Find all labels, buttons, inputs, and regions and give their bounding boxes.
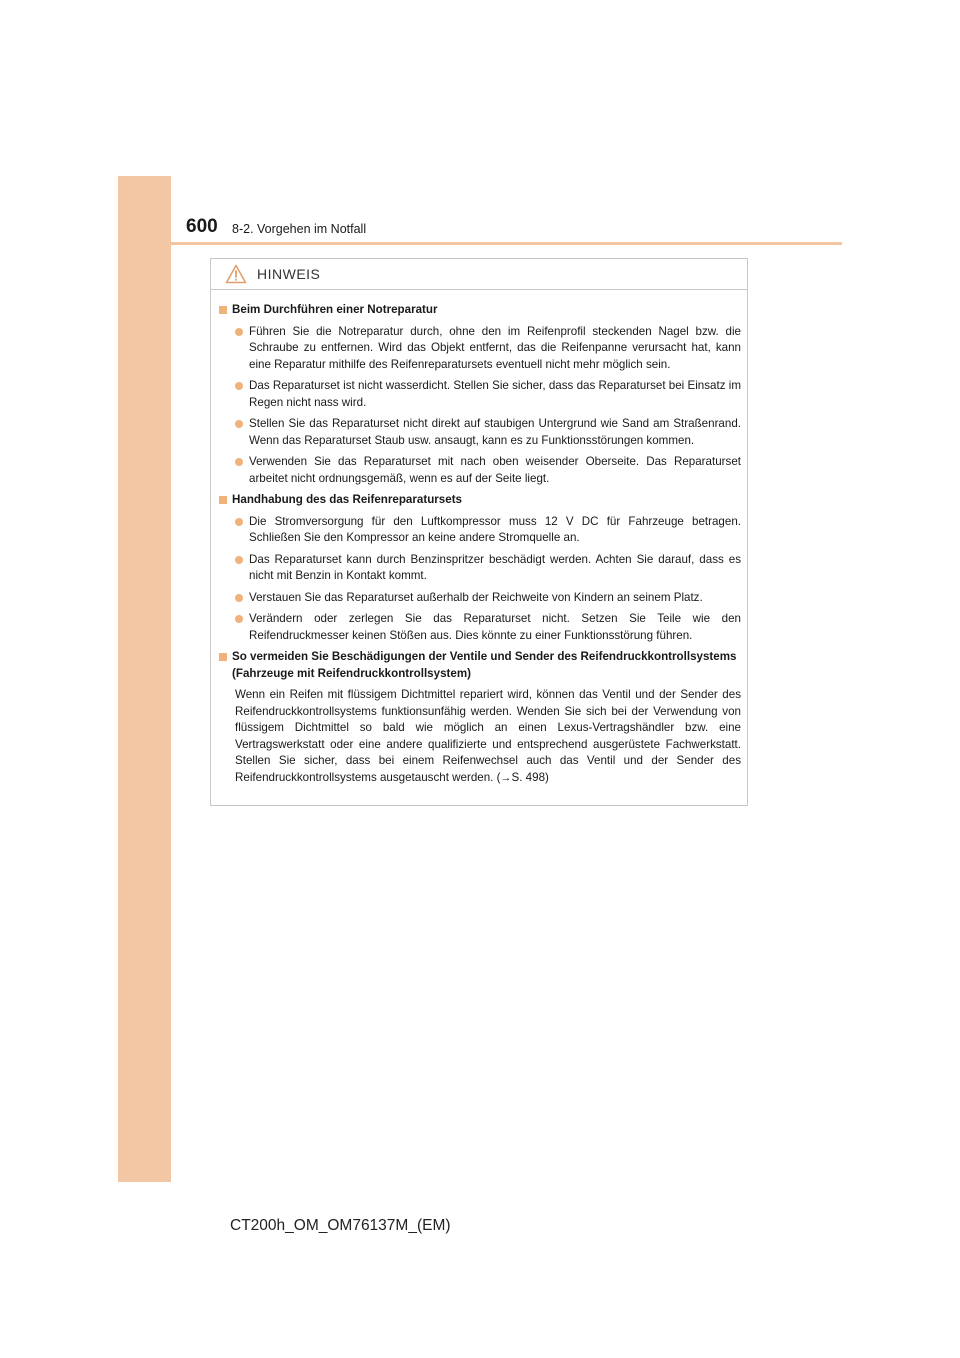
section-heading-text: Beim Durchführen einer Notreparatur <box>232 303 438 316</box>
round-bullet-icon <box>235 518 243 526</box>
notice-body <box>211 290 747 786</box>
list-item <box>235 378 741 411</box>
list-item <box>235 514 741 547</box>
side-color-band <box>118 176 171 1182</box>
page-reference-link[interactable]: S. 498) <box>511 770 549 784</box>
list-item <box>235 324 741 374</box>
round-bullet-icon <box>235 328 243 336</box>
list-item-text: Die Stromversorgung für den Luftkompressor muss 12 V DC für Fahrzeuge betragen. Schließen Sie den Kompressor an keine andere Stromquelle an. <box>249 514 741 544</box>
section-heading <box>219 492 741 509</box>
section-title: 8-2. Vorgehen im Notfall <box>232 222 367 236</box>
square-bullet-icon <box>219 496 227 504</box>
square-bullet-icon <box>219 306 227 314</box>
page-number: 600 <box>186 216 218 237</box>
list-item-text: Verstauen Sie das Reparaturset außerhalb der Reichweite von Kindern an seinem Platz. <box>249 590 703 604</box>
section-paragraph <box>235 687 741 786</box>
list-item <box>235 590 741 607</box>
section-heading-text: Handhabung des das Reifenreparatursets <box>232 493 463 506</box>
warning-triangle-icon <box>225 264 247 284</box>
list-item-text: Das Reparaturset ist nicht wasserdicht. Stellen Sie sicher, dass das Reparaturset bei Einsatz im Regen nicht nass wird. <box>249 379 741 409</box>
list-item-text: Verändern oder zerlegen Sie das Reparaturset nicht. Setzen Sie Teile wie den Reifendruckmesser keinen Stößen aus. Dies könnte zu einer Funktionsstörung führen. <box>249 612 741 642</box>
section-heading <box>219 302 741 319</box>
section-heading-text: So vermeiden Sie Beschädigungen der Ventile und Sender des Reifendruckkontrollsystems (Fahrzeuge mit Reifendruckkontrollsystem) <box>232 650 737 680</box>
list-item-text: Das Reparaturset kann durch Benzinspritzer beschädigt werden. Achten Sie darauf, dass es nicht mit Benzin in Kontakt kommt. <box>249 552 741 582</box>
round-bullet-icon <box>235 458 243 466</box>
document-code: CT200h_OM_OM76137M_(EM) <box>230 1217 451 1234</box>
round-bullet-icon <box>235 420 243 428</box>
square-bullet-icon <box>219 653 227 661</box>
section-heading <box>219 649 741 682</box>
list-item-text: Verwenden Sie das Reparaturset mit nach oben weisender Oberseite. Das Reparaturset arbeitet nicht ordnungsgemäß, wenn es auf der Seite liegt. <box>249 455 741 485</box>
notice-title: HINWEIS <box>257 266 321 282</box>
list-item <box>235 611 741 644</box>
list-item <box>235 552 741 585</box>
round-bullet-icon <box>235 594 243 602</box>
header-rule <box>118 242 842 245</box>
notice-header <box>211 259 747 290</box>
round-bullet-icon <box>235 615 243 623</box>
list-item <box>235 416 741 449</box>
arrow-right-icon: → <box>500 771 512 784</box>
list-item-text: Stellen Sie das Reparaturset nicht direkt auf staubigen Untergrund wie Sand am Straßenrand. Wenn das Reparaturset Staub usw. ansaugt, kann es zu Funktionsstörungen kommen. <box>249 417 741 447</box>
list-item <box>235 454 741 487</box>
round-bullet-icon <box>235 556 243 564</box>
notice-box <box>210 258 748 806</box>
paragraph-text: Wenn ein Reifen mit flüssigem Dichtmittel repariert wird, können das Ventil und der Sender des Reifendruckkontrollsystems funktionsunfähig werden. Wenden Sie sich bei der Verwendung von flüssigem Dichtmittel so bald wie möglich an einen Lexus-Vertragshändler bzw. eine Vertragswerkstatt oder eine andere qualifizierte und entsprechend ausgerüstete Fachwerkstatt. Stellen Sie sicher, dass bei einem Reifenwechsel auch das Ventil und der Sender des Reifendruckkontrollsystems ausgetauscht werden. ( <box>235 688 741 784</box>
list-item-text: Führen Sie die Notreparatur durch, ohne den im Reifenprofil steckenden Nagel bzw. die Schraube zu entfernen. Wird das Objekt entfernt, das die Reifenpanne verursacht hat, kann eine Reparatur mithilfe des Reifenreparatursets eventuell nicht mehr möglich sein. <box>249 324 741 371</box>
round-bullet-icon <box>235 382 243 390</box>
